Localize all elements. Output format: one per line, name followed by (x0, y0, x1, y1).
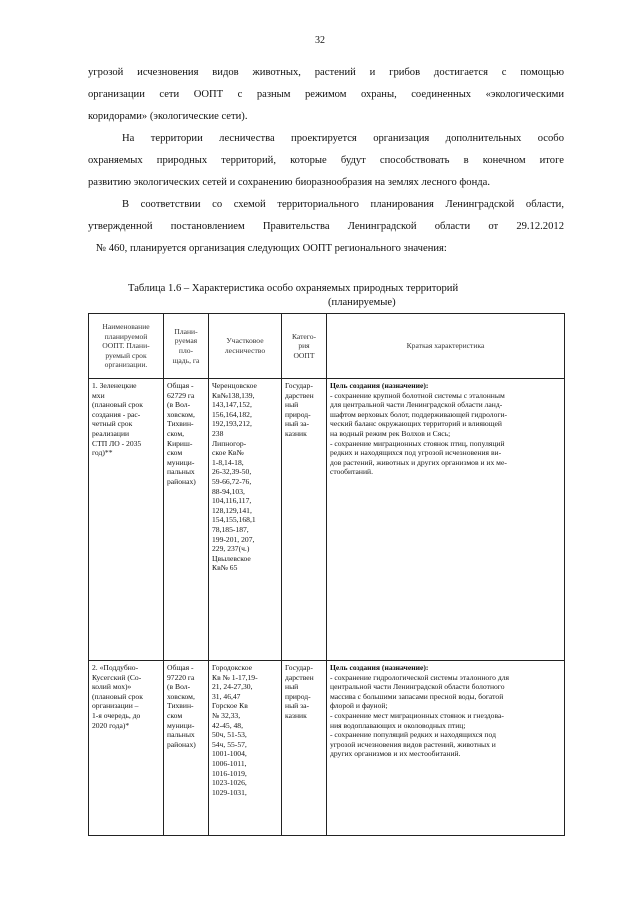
description-line: стообитаний. (330, 467, 373, 477)
table-caption-line: (планируемые) (328, 297, 396, 308)
description-line: редких и находящихся под угрозой исчезновения ви- (330, 448, 502, 458)
cell-area: Общая - 97220 га (в Вол- ховском, Тихвин- ском муници- пальных районах) (164, 661, 209, 836)
text-line: развитию экологических сетей и сохранению биоразнообразия на землях лесного фонда. (88, 177, 490, 188)
cell-category: Государ- дарствен ный природ- ный за- казник (282, 661, 327, 836)
description-line: шафтом верховых болот, поддерживающей гидрологи- (330, 409, 508, 419)
cell-name: 2. «Поддубно- Кусегский (Со- колий мох)» (плановый срок организации – 1-я очередь, до 2020 года)* (89, 661, 164, 836)
description-title: Цель создания (назначение): (330, 381, 429, 390)
description-line: угрозой исчезновения видов растений, животных и (330, 739, 496, 749)
paragraph-1 (88, 62, 564, 128)
description-line: - сохранение крупной болотной системы с эталонным (330, 390, 505, 400)
text-line: На территории лесничества проектируется организация дополнительных особо (122, 133, 564, 144)
description-line: дов растений, животных и других организмов и их ме- (330, 457, 507, 467)
table-caption-line: Таблица 1.6 – Характеристика особо охраняемых природных территорий (128, 283, 459, 294)
header-name: Наименование планируемой ООПТ. Плани- руемый срок организации. (89, 314, 164, 379)
header-area: Плани- руемая пло- щадь, га (164, 314, 209, 379)
description-line: для центральной части Ленинградской области ланд- (330, 400, 503, 410)
description-line: флорой и фауной; (330, 701, 388, 711)
table-row (89, 661, 565, 836)
page-number: 32 (315, 35, 325, 46)
description-line: на водный режим рек Волхов и Сясь; (330, 428, 451, 438)
description-line: ческий баланс окружающих территорий и влияющей (330, 419, 502, 429)
text-line: коридорами» (экологические сети). (88, 111, 248, 122)
text-line: № 460, планируется организация следующих ООПТ регионального значения: (96, 243, 447, 254)
description-line: других организмов и их местообитаний. (330, 749, 461, 759)
table-row (89, 379, 565, 661)
text-line: организации сети ООПТ с разным режимом охраны, соединенных «экологическими (88, 89, 564, 100)
description-line: ния водоплавающих и околоводных птиц; (330, 720, 466, 730)
description-line: массива с большими запасами пресной воды, богатой (330, 691, 504, 701)
text-line: В соответствии со схемой территориального планирования Ленинградской области, (122, 199, 564, 210)
description-title: Цель создания (назначение): (330, 663, 429, 672)
table-caption (88, 282, 568, 310)
cell-category: Государ- дарствен ный природ- ный за- казник (282, 379, 327, 661)
text-line: угрозой исчезновения видов животных, растений и грибов достигается с помощью (88, 67, 564, 78)
cell-forestry: Городокское Кв № 1-17,19- 21, 24-27,30, 31, 46,47 Горское Кв № 32,33, 42-45, 48, 50ч, 51-53, 54ч, 55-57, 1001-1004, 1006-1011, 1016-1019, 1023-1026, 1029-1031, (209, 661, 282, 836)
paragraph-2 (88, 128, 564, 194)
paragraph-3 (88, 194, 564, 260)
cell-description (327, 661, 565, 836)
table-header-row (89, 314, 565, 379)
description-line: - сохранение мест миграционных стоянок и гнездова- (330, 710, 504, 720)
description-line: - сохранение популяций редких и находящихся под (330, 730, 496, 740)
cell-forestry: Черенцовское Кв№138,139, 143,147,152, 156,164,182, 192,193,212, 238 Липногор- ское Кв№ 1-8,14-18, 26-32,39-50, 59-66,72-76, 88-94,103, 104,116,117, 128,129,141, 154,155,168,1 78,185-187, 199-201, 207, 229, 237(ч.) Цвылевское Кв№ 65 (209, 379, 282, 661)
cell-area: Общая - 62729 га (в Вол- ховском, Тихвин- ском, Кириш- ском муници- пальных районах) (164, 379, 209, 661)
description-line: - сохранение миграционных стоянок птиц, популяций (330, 438, 505, 448)
header-category: Катего- рия ООПТ (282, 314, 327, 379)
cell-description (327, 379, 565, 661)
header-description: Краткая характеристика (327, 314, 565, 379)
description-line: центральной части Ленинградской области болотного (330, 682, 505, 692)
text-line: утвержденной постановлением Правительства Ленинградской области от 29.12.2012 (88, 221, 564, 232)
cell-name: 1. Зеленецкие мхи (плановый срок создания - рас- четный срок реализации СТП ЛО - 2035 год)** (89, 379, 164, 661)
description-line: - сохранение гидрологической системы эталонного для (330, 672, 509, 682)
ootp-table (88, 313, 565, 836)
header-forestry: Участковое лесничество (209, 314, 282, 379)
text-line: охраняемых природных территорий, которые будут способствовать в конечном итоге (88, 155, 564, 166)
